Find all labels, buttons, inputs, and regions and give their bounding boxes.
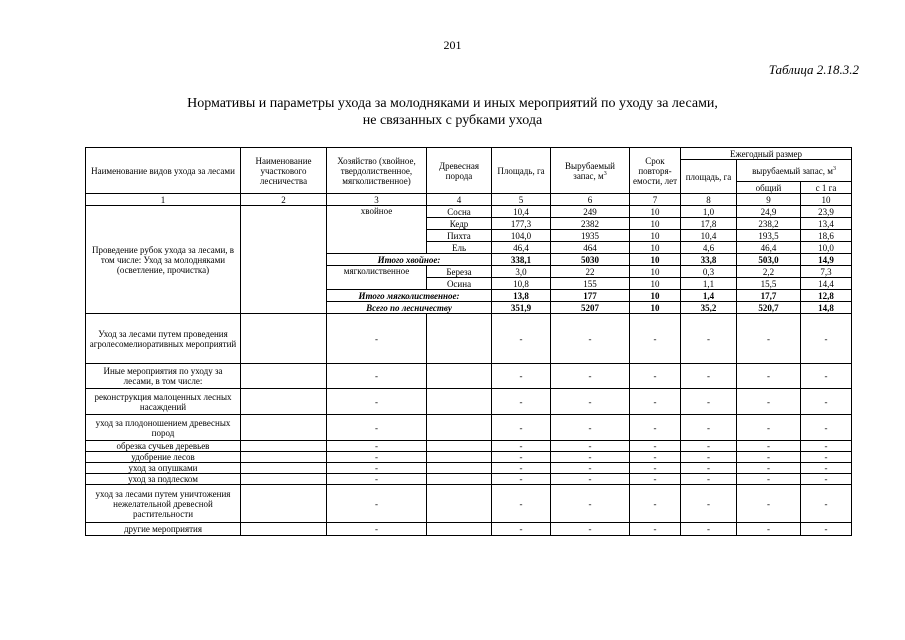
thinning-district-cell <box>241 206 327 314</box>
other-value-dash: - <box>737 441 801 452</box>
other-species-cell <box>427 523 492 536</box>
species-cell: Береза <box>427 266 492 278</box>
column-number-3: 3 <box>327 194 427 206</box>
other-value-dash: - <box>630 389 681 415</box>
header-stock <box>551 148 630 194</box>
other-value-dash: - <box>681 314 737 364</box>
annual-stock-total-cell: 2,2 <box>737 266 801 278</box>
other-value-dash: - <box>492 474 551 485</box>
other-value-dash: - <box>551 415 630 441</box>
thinning-activity-label: Проведение рубок ухода за лесами, в том числе: Уход за молодняками (осветление, прочистка) <box>86 206 241 314</box>
annual-stock-per-ha-cell: 14,8 <box>801 302 852 314</box>
species-cell: Пихта <box>427 230 492 242</box>
annual-area-cell: 0,3 <box>681 266 737 278</box>
other-activity-row <box>86 523 852 536</box>
other-activity-row <box>86 441 852 452</box>
other-value-dash: - <box>630 364 681 389</box>
other-activity-row <box>86 314 852 364</box>
other-value-dash: - <box>737 463 801 474</box>
header-economy: Хозяйство (хвойное, твердолиственное, мягколиственное) <box>327 148 427 194</box>
other-value-dash: - <box>737 474 801 485</box>
other-species-cell <box>427 314 492 364</box>
species-cell: Осина <box>427 278 492 290</box>
conifer-economy-label: хвойное <box>327 206 427 254</box>
annual-area-cell: 33,8 <box>681 254 737 266</box>
stock-cell: 177 <box>551 290 630 302</box>
other-economy-dash: - <box>327 463 427 474</box>
other-district-cell <box>241 452 327 463</box>
other-species-cell <box>427 452 492 463</box>
table-label: Таблица 2.18.3.2 <box>768 62 859 77</box>
other-activity-label: уход за плодоношением древесных пород <box>86 415 241 441</box>
area-cell: 13,8 <box>492 290 551 302</box>
other-economy-dash: - <box>327 485 427 523</box>
other-activity-row <box>86 364 852 389</box>
soft-total-row-label: Итого мягколиственное: <box>327 290 492 302</box>
column-number-row <box>86 194 852 206</box>
other-species-cell <box>427 389 492 415</box>
other-district-cell <box>241 523 327 536</box>
other-value-dash: - <box>551 485 630 523</box>
area-cell: 351,9 <box>492 302 551 314</box>
conifer-total-row-label: Итого хвойное: <box>327 254 492 266</box>
area-cell: 10,4 <box>492 206 551 218</box>
stock-cell: 155 <box>551 278 630 290</box>
header-activity: Наименование видов ухода за лесами <box>86 148 241 194</box>
annual-stock-per-ha-cell: 7,3 <box>801 266 852 278</box>
other-value-dash: - <box>492 463 551 474</box>
other-value-dash: - <box>681 474 737 485</box>
other-activity-row <box>86 452 852 463</box>
column-number-7: 7 <box>630 194 681 206</box>
other-value-dash: - <box>492 441 551 452</box>
other-economy-dash: - <box>327 389 427 415</box>
species-cell: Ель <box>427 242 492 254</box>
annual-stock-per-ha-cell: 14,9 <box>801 254 852 266</box>
header-annual-stock-sup: 3 <box>832 165 836 172</box>
other-value-dash: - <box>737 364 801 389</box>
other-value-dash: - <box>801 415 852 441</box>
other-value-dash: - <box>630 474 681 485</box>
other-value-dash: - <box>737 389 801 415</box>
other-value-dash: - <box>492 364 551 389</box>
other-activity-label: реконструкция малоценных лесных насаждений <box>86 389 241 415</box>
header-stock-sup: 3 <box>603 170 607 177</box>
header-district: Наименование участкового лесничества <box>241 148 327 194</box>
period-cell: 10 <box>630 290 681 302</box>
other-district-cell <box>241 314 327 364</box>
other-species-cell <box>427 463 492 474</box>
other-value-dash: - <box>492 314 551 364</box>
annual-stock-total-cell: 17,7 <box>737 290 801 302</box>
annual-stock-total-cell: 520,7 <box>737 302 801 314</box>
title-line-1: Нормативы и параметры ухода за молодняками и иных мероприятий по уходу за лесами, <box>187 96 718 111</box>
other-district-cell <box>241 474 327 485</box>
header-stock-total: общий <box>737 182 801 194</box>
species-cell: Кедр <box>427 218 492 230</box>
other-value-dash: - <box>681 441 737 452</box>
annual-stock-per-ha-cell: 14,4 <box>801 278 852 290</box>
other-activity-row <box>86 389 852 415</box>
other-value-dash: - <box>801 314 852 364</box>
annual-stock-total-cell: 503,0 <box>737 254 801 266</box>
other-economy-dash: - <box>327 523 427 536</box>
annual-stock-total-cell: 238,2 <box>737 218 801 230</box>
stock-cell: 1935 <box>551 230 630 242</box>
page-number: 201 <box>443 38 462 52</box>
other-value-dash: - <box>630 441 681 452</box>
other-district-cell <box>241 441 327 452</box>
other-activity-label: уход за опушками <box>86 463 241 474</box>
period-cell: 10 <box>630 278 681 290</box>
other-activity-label: Иные мероприятия по уходу за лесами, в том числе: <box>86 364 241 389</box>
table-body <box>86 148 852 536</box>
other-value-dash: - <box>737 452 801 463</box>
period-cell: 10 <box>630 302 681 314</box>
other-value-dash: - <box>801 463 852 474</box>
header-period: Срок повторя-емости, лет <box>630 148 681 194</box>
other-value-dash: - <box>630 523 681 536</box>
stock-cell: 464 <box>551 242 630 254</box>
other-species-cell <box>427 415 492 441</box>
period-cell: 10 <box>630 230 681 242</box>
other-value-dash: - <box>492 389 551 415</box>
other-value-dash: - <box>630 452 681 463</box>
header-stock-text: Вырубаемый запас, м <box>565 160 615 181</box>
annual-stock-total-cell: 24,9 <box>737 206 801 218</box>
other-value-dash: - <box>681 389 737 415</box>
stock-cell: 5207 <box>551 302 630 314</box>
other-value-dash: - <box>492 452 551 463</box>
species-cell: Сосна <box>427 206 492 218</box>
annual-area-cell: 17,8 <box>681 218 737 230</box>
other-value-dash: - <box>801 364 852 389</box>
other-value-dash: - <box>551 364 630 389</box>
header-annual-area: площадь, га <box>681 160 737 194</box>
other-value-dash: - <box>630 485 681 523</box>
header-row-1 <box>86 148 852 160</box>
other-value-dash: - <box>551 441 630 452</box>
annual-area-cell: 1,4 <box>681 290 737 302</box>
other-district-cell <box>241 364 327 389</box>
other-value-dash: - <box>551 389 630 415</box>
area-cell: 46,4 <box>492 242 551 254</box>
period-cell: 10 <box>630 254 681 266</box>
other-value-dash: - <box>801 474 852 485</box>
annual-area-cell: 10,4 <box>681 230 737 242</box>
other-value-dash: - <box>551 474 630 485</box>
other-economy-dash: - <box>327 441 427 452</box>
annual-stock-per-ha-cell: 10,0 <box>801 242 852 254</box>
other-value-dash: - <box>801 389 852 415</box>
forest-care-table <box>85 147 852 536</box>
other-value-dash: - <box>737 485 801 523</box>
column-number-1: 1 <box>86 194 241 206</box>
column-number-2: 2 <box>241 194 327 206</box>
period-cell: 10 <box>630 266 681 278</box>
other-value-dash: - <box>681 485 737 523</box>
area-cell: 104,0 <box>492 230 551 242</box>
annual-stock-total-cell: 193,5 <box>737 230 801 242</box>
area-cell: 10,8 <box>492 278 551 290</box>
other-activity-row <box>86 463 852 474</box>
other-district-cell <box>241 389 327 415</box>
stock-cell: 22 <box>551 266 630 278</box>
stock-cell: 5030 <box>551 254 630 266</box>
header-annual: Ежегодный размер <box>681 148 852 160</box>
other-value-dash: - <box>801 441 852 452</box>
other-value-dash: - <box>551 523 630 536</box>
title-line-2: не связанных с рубками ухода <box>362 113 543 128</box>
other-value-dash: - <box>801 452 852 463</box>
other-economy-dash: - <box>327 314 427 364</box>
other-activity-row <box>86 474 852 485</box>
other-economy-dash: - <box>327 474 427 485</box>
other-species-cell <box>427 441 492 452</box>
annual-area-cell: 1,0 <box>681 206 737 218</box>
thinning-row <box>86 206 852 218</box>
period-cell: 10 <box>630 242 681 254</box>
area-cell: 3,0 <box>492 266 551 278</box>
other-activity-label: уход за подлеском <box>86 474 241 485</box>
area-cell: 338,1 <box>492 254 551 266</box>
area-cell: 177,3 <box>492 218 551 230</box>
annual-stock-per-ha-cell: 13,4 <box>801 218 852 230</box>
header-annual-stock-text: вырубаемый запас, м <box>752 165 833 176</box>
soft-economy-label: мягколиственное <box>327 266 427 290</box>
other-economy-dash: - <box>327 364 427 389</box>
other-value-dash: - <box>630 415 681 441</box>
other-value-dash: - <box>801 523 852 536</box>
other-value-dash: - <box>630 314 681 364</box>
other-district-cell <box>241 485 327 523</box>
other-economy-dash: - <box>327 452 427 463</box>
stock-cell: 249 <box>551 206 630 218</box>
other-district-cell <box>241 415 327 441</box>
annual-area-cell: 1,1 <box>681 278 737 290</box>
other-economy-dash: - <box>327 415 427 441</box>
other-value-dash: - <box>737 523 801 536</box>
other-value-dash: - <box>681 523 737 536</box>
column-number-10: 10 <box>801 194 852 206</box>
other-value-dash: - <box>801 485 852 523</box>
header-annual-stock <box>737 160 852 182</box>
period-cell: 10 <box>630 218 681 230</box>
other-species-cell <box>427 474 492 485</box>
annual-stock-total-cell: 15,5 <box>737 278 801 290</box>
other-activity-label: обрезка сучьев деревьев <box>86 441 241 452</box>
other-value-dash: - <box>737 415 801 441</box>
other-value-dash: - <box>681 452 737 463</box>
annual-area-cell: 35,2 <box>681 302 737 314</box>
other-activity-label: уход за лесами путем уничтожения нежелательной древесной растительности <box>86 485 241 523</box>
other-activity-label: удобрение лесов <box>86 452 241 463</box>
other-value-dash: - <box>681 415 737 441</box>
other-value-dash: - <box>551 452 630 463</box>
annual-stock-total-cell: 46,4 <box>737 242 801 254</box>
header-species: Древесная порода <box>427 148 492 194</box>
other-species-cell <box>427 485 492 523</box>
other-value-dash: - <box>492 415 551 441</box>
other-activity-label: Уход за лесами путем проведения агролесомелиоративных мероприятий <box>86 314 241 364</box>
other-value-dash: - <box>681 463 737 474</box>
other-value-dash: - <box>551 463 630 474</box>
column-number-4: 4 <box>427 194 492 206</box>
annual-stock-per-ha-cell: 18,6 <box>801 230 852 242</box>
column-number-6: 6 <box>551 194 630 206</box>
header-stock-per-ha: с 1 га <box>801 182 852 194</box>
other-activity-row <box>86 415 852 441</box>
other-species-cell <box>427 364 492 389</box>
annual-area-cell: 4,6 <box>681 242 737 254</box>
annual-stock-per-ha-cell: 23,9 <box>801 206 852 218</box>
column-number-5: 5 <box>492 194 551 206</box>
table-title <box>0 95 905 129</box>
header-area: Площадь, га <box>492 148 551 194</box>
column-number-8: 8 <box>681 194 737 206</box>
period-cell: 10 <box>630 206 681 218</box>
stock-cell: 2382 <box>551 218 630 230</box>
grand-total-row-label: Всего по лесничеству <box>327 302 492 314</box>
other-activity-row <box>86 485 852 523</box>
other-value-dash: - <box>551 314 630 364</box>
other-value-dash: - <box>681 364 737 389</box>
annual-stock-per-ha-cell: 12,8 <box>801 290 852 302</box>
other-value-dash: - <box>630 463 681 474</box>
other-value-dash: - <box>492 523 551 536</box>
other-district-cell <box>241 463 327 474</box>
column-number-9: 9 <box>737 194 801 206</box>
other-activity-label: другие мероприятия <box>86 523 241 536</box>
other-value-dash: - <box>492 485 551 523</box>
other-value-dash: - <box>737 314 801 364</box>
